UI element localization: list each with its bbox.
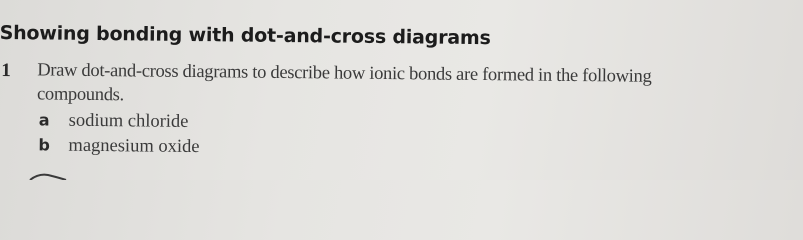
cropped-text-remnant bbox=[0, 168, 803, 180]
question-part-a bbox=[39, 110, 189, 133]
section-heading: Showing bonding with dot-and-cross diagrams bbox=[0, 21, 491, 50]
question-text-line-2: compounds. bbox=[36, 84, 125, 106]
question-number: 1 bbox=[1, 60, 11, 82]
part-letter: a bbox=[38, 110, 50, 130]
part-letter: b bbox=[38, 135, 51, 155]
part-text: sodium chloride bbox=[68, 110, 189, 132]
question-part-b bbox=[38, 135, 199, 158]
part-text: magnesium oxide bbox=[68, 135, 200, 158]
question-text-line-1: Draw dot-and-cross diagrams to describe how ionic bonds are formed in the following bbox=[37, 60, 652, 87]
